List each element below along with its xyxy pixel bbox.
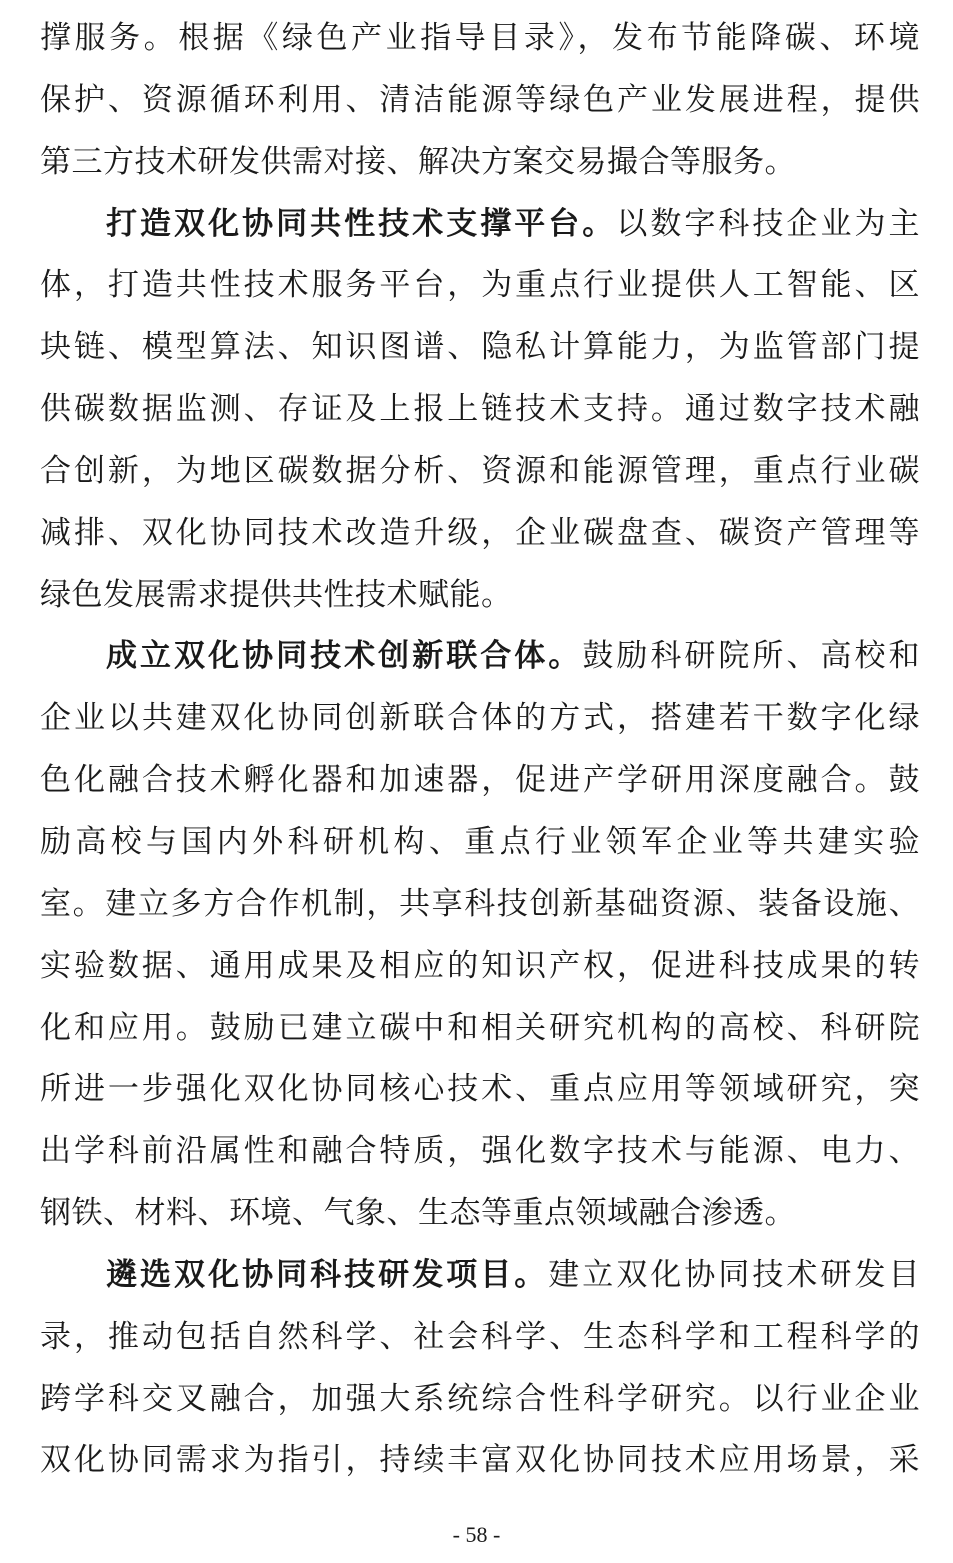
paragraph-4-line-4: 双化协同需求为指引，持续丰富双化协同技术应用场景，采	[40, 1442, 920, 1479]
paragraph-1-line-2: 保护、资源循环利用、清洁能源等绿色产业发展进程，提供	[40, 81, 920, 118]
document-body	[40, 8, 920, 1492]
paragraph-1-line-3: 第三方技术研发供需对接、解决方案交易撮合等服务。	[40, 143, 796, 180]
paragraph-2-first-line	[40, 194, 920, 256]
paragraph-2-line-2: 体，打造共性技术服务平台，为重点行业提供人工智能、区	[40, 267, 920, 304]
paragraph-3-line-4: 励高校与国内外科研机构、重点行业领军企业等共建实验	[40, 823, 920, 860]
paragraph-3-line-3: 色化融合技术孵化器和加速器，促进产学研用深度融合。鼓	[40, 762, 920, 799]
paragraph-4-line-2: 录，推动包括自然科学、社会科学、生态科学和工程科学的	[40, 1318, 920, 1355]
paragraph-3-line-2: 企业以共建双化协同创新联合体的方式，搭建若干数字化绿	[40, 700, 920, 737]
paragraph-3-line-1: 鼓励科研院所、高校和	[582, 638, 920, 675]
paragraph-2-heading: 打造双化协同共性技术支撑平台。	[106, 205, 617, 242]
paragraph-4-heading: 遴选双化协同科技研发项目。	[106, 1256, 549, 1293]
paragraph-3-line-6: 实验数据、通用成果及相应的知识产权，促进科技成果的转	[40, 947, 920, 984]
paragraph-2-line-5: 合创新，为地区碳数据分析、资源和能源管理，重点行业碳	[40, 452, 920, 489]
paragraph-3-first-line	[40, 626, 920, 688]
paragraph-2-line-4: 供碳数据监测、存证及上报上链技术支持。通过数字技术融	[40, 391, 920, 428]
paragraph-2-line-7: 绿色发展需求提供共性技术赋能。	[40, 576, 513, 613]
paragraph-3-line-9: 出学科前沿属性和融合特质，强化数字技术与能源、电力、	[40, 1133, 920, 1170]
paragraph-3-line-5: 室。建立多方合作机制，共享科技创新基础资源、装备设施、	[40, 885, 920, 922]
paragraph-1-line-1: 撑服务。根据《绿色产业指导目录》，发布节能降碳、环境	[40, 20, 920, 56]
paragraph-3-heading: 成立双化协同技术创新联合体。	[106, 638, 583, 675]
paragraph-4-first-line	[40, 1245, 920, 1307]
paragraph-3-line-7: 化和应用。鼓励已建立碳中和相关研究机构的高校、科研院	[40, 1009, 920, 1046]
paragraph-2-line-1: 以数字科技企业为主	[616, 205, 920, 242]
paragraph-4-line-1: 建立双化协同技术研发目	[548, 1256, 920, 1293]
page-number: - 58 -	[452, 1522, 501, 1547]
paragraph-3-line-10: 钢铁、材料、环境、气象、生态等重点领域融合渗透。	[40, 1195, 796, 1232]
paragraph-3-line-8: 所进一步强化双化协同核心技术、重点应用等领域研究，突	[40, 1071, 920, 1108]
paragraph-2-line-6: 减排、双化协同技术改造升级，企业碳盘查、碳资产管理等	[40, 514, 920, 551]
paragraph-2-line-3: 块链、模型算法、知识图谱、隐私计算能力，为监管部门提	[40, 329, 920, 366]
paragraph-4-line-3: 跨学科交叉融合，加强大系统综合性科学研究。以行业企业	[40, 1380, 920, 1417]
